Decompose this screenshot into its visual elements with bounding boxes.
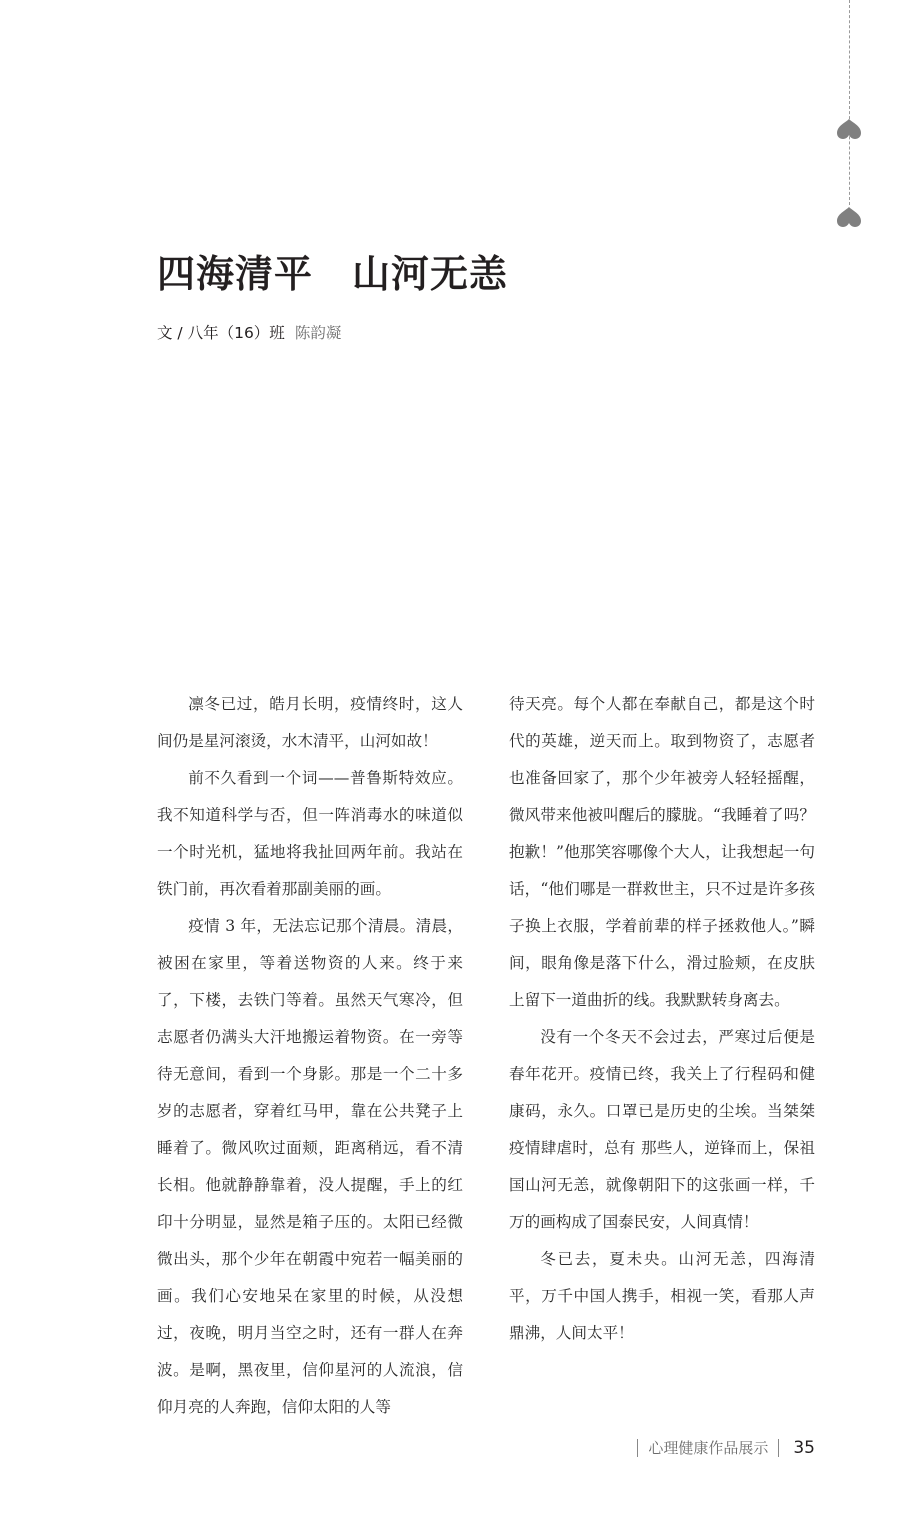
paragraph: 冬已去，夏未央。山河无恙，四海清平，万千中国人携手，相视一笑，看那人声鼎沸，人间太平！ (509, 1250, 815, 1342)
paragraph: 凛冬已过，皓月长明，疫情终时，这人间仍是星河滚烫，水木清平，山河如故！ (157, 695, 463, 750)
article-title: 四海清平 山河无恙 (157, 251, 509, 296)
body-column-right (509, 686, 815, 1352)
paragraph: 前不久看到一个词——普鲁斯特效应。我不知道科学与否，但一阵消毒水的味道似一个时光机，猛地将我扯回两年前。我站在铁门前，再次看着那副美丽的画。 (157, 769, 463, 898)
author-name: 陈韵凝 (294, 324, 342, 342)
byline (157, 321, 341, 343)
byline-class: 文 / 八年（16）班 (157, 324, 285, 342)
paragraph-continuation: 待天亮。每个人都在奉献自己，都是这个时代的英雄，逆天而上。取到物资了，志愿者也准备回家了，那个少年被旁人轻轻摇醒，微风带来他被叫醒后的朦胧。“我睡着了吗？抱歉！”他那笑容哪像个大人，让我想起一句话，“他们哪是一群救世主，只不过是许多孩子换上衣服，学着前辈的样子拯救他人。”瞬间，眼角像是落下什么，滑过脸颊，在皮肤上留下一道曲折的线。我默默转身离去。 (509, 695, 815, 1009)
page-number: 35 (793, 1437, 815, 1458)
heart-icon (834, 115, 864, 145)
paragraph: 没有一个冬天不会过去，严寒过后便是春年花开。疫情已终，我关上了行程码和健康码，永久。口罩已是历史的尘埃。当桀桀疫情肆虐时，总有 那些人，逆锋而上，保祖国山河无恙，就像朝阳下的这张画一样，千万的画构成了国泰民安，人间真情！ (509, 1028, 815, 1231)
heart-icon (834, 203, 864, 233)
footer-divider (637, 1439, 638, 1457)
footer-divider (778, 1439, 779, 1457)
page-footer (627, 1437, 815, 1458)
body-column-left (157, 686, 463, 1426)
footer-section-label: 心理健康作品展示 (648, 1439, 769, 1457)
paragraph: 疫情 3 年，无法忘记那个清晨。清晨，被困在家里，等着送物资的人来。终于来了，下楼，去铁门等着。虽然天气寒冷，但志愿者仍满头大汗地搬运着物资。在一旁等待无意间，看到一个身影。那是一个二十多岁的志愿者，穿着红马甲，靠在公共凳子上睡着了。微风吹过面颊，距离稍远，看不清长相。他就静静靠着，没人提醒，手上的红印十分明显，显然是箱子压的。太阳已经微微出头，那个少年在朝霞中宛若一幅美丽的画。我们心安地呆在家里的时候，从没想过，夜晚，明月当空之时，还有一群人在奔波。是啊，黑夜里，信仰星河的人流浪，信仰月亮的人奔跑，信仰太阳的人等 (157, 917, 463, 1416)
dashed-divider-line (849, 0, 850, 205)
